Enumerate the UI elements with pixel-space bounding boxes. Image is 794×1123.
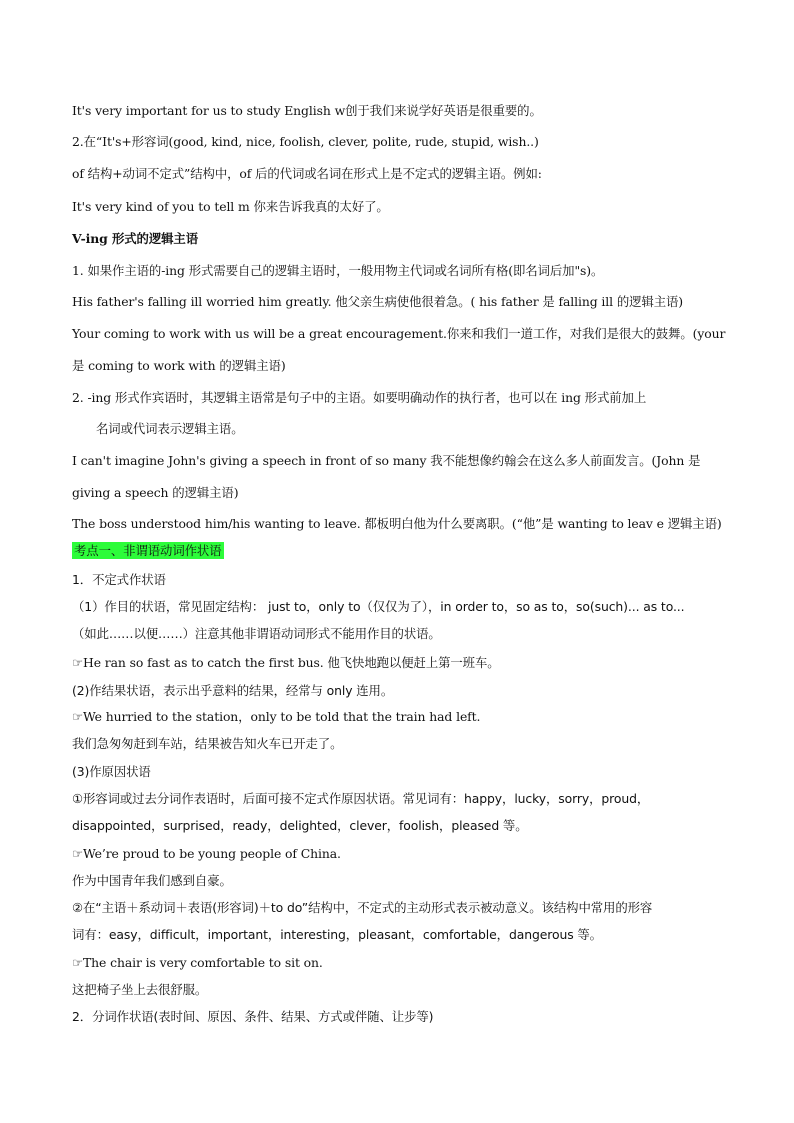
- example-line: ☞The chair is very comfortable to sit on.: [72, 955, 323, 970]
- text-line: (3)作原因状语: [72, 764, 151, 779]
- example-line: ☞We hurried to the station，only to be told that the train had left.: [72, 709, 481, 724]
- highlighted-heading: [72, 543, 224, 559]
- text-line: 2. -ing 形式作宾语时，其逻辑主语常是句子中的主语。如要明确动作的执行者，也可以在 ing 形式前加上: [72, 390, 647, 405]
- text-line: 1．不定式作状语: [72, 572, 166, 587]
- text-line: 名词或代词表示逻辑主语。: [96, 421, 244, 436]
- text-line: of 结构+动词不定式”结构中，of 后的代词或名词在形式上是不定式的逻辑主语。例如:: [72, 166, 542, 181]
- text-line: 我们急匆匆赶到车站，结果被告知火车已开走了。: [72, 736, 343, 751]
- text-line: 1. 如果作主语的-ing 形式需要自己的逻辑主语时，一般用物主代词或名词所有格(即名词后加"s)。: [72, 263, 604, 278]
- section-heading: V-ing 形式的逻辑主语: [72, 231, 198, 246]
- text-line: 2．分词作状语(表时间、原因、条件、结果、方式或伴随、让步等): [72, 1009, 434, 1024]
- text-line: The boss understood him/his wanting to leave. 都板明白他为什么要离职。(“他”是 wanting to leav e 逻辑主语): [72, 516, 722, 531]
- text-line: ①形容词或过去分词作表语时，后面可接不定式作原因状语。常见词有：happy，lucky，sorry，proud，: [72, 791, 650, 806]
- heading-highlight: 考点一、非谓语动词作状语: [74, 543, 222, 558]
- example-line: ☞We’re proud to be young people of China.: [72, 846, 341, 861]
- text-line: 是 coming to work with 的逻辑主语): [72, 358, 286, 373]
- text-line: I can't imagine John's giving a speech in front of so many 我不能想像约翰会在这么多人前面发言。(John 是: [72, 453, 701, 468]
- text-line: 词有：easy，difficult，important，interesting，pleasant，comfortable，dangerous 等。: [72, 927, 602, 942]
- text-line: giving a speech 的逻辑主语): [72, 485, 239, 500]
- example-line: ☞He ran so fast as to catch the first bus. 他飞快地跑以便赶上第一班车。: [72, 655, 500, 670]
- text-line: （如此……以便……）注意其他非谓语动词形式不能用作目的状语。: [72, 626, 441, 641]
- text-line: disappointed，surprised，ready，delighted，clever，foolish，pleased 等。: [72, 818, 528, 833]
- text-line: 这把椅子坐上去很舒服。: [72, 982, 208, 997]
- text-line: 作为中国青年我们感到自豪。: [72, 873, 232, 888]
- text-line: It's very kind of you to tell m 你来告诉我真的太好了。: [72, 199, 389, 214]
- text-line: It's very important for us to study English w创于我们来说学好英语是很重要的。: [72, 103, 542, 118]
- text-line: (2)作结果状语，表示出乎意料的结果，经常与 only 连用。: [72, 683, 394, 698]
- text-line: 2.在“It's+形容词(good, kind, nice, foolish, clever, polite, rude, stupid, wish..): [72, 134, 539, 149]
- text-line: （1）作目的状语，常见固定结构： just to，only to（仅仅为了），in order to，so as to，so(such)... as to...: [72, 599, 685, 614]
- text-line: ②在“主语＋系动词＋表语(形容词)＋to do”结构中，不定式的主动形式表示被动意义。该结构中常用的形容: [72, 900, 653, 915]
- text-line: Your coming to work with us will be a great encouragement.你来和我们一道工作，对我们是很大的鼓舞。(your: [72, 326, 726, 341]
- text-line: His father's falling ill worried him greatly. 他父亲生病使他很着急。( his father 是 falling ill 的逻辑主语): [72, 294, 684, 309]
